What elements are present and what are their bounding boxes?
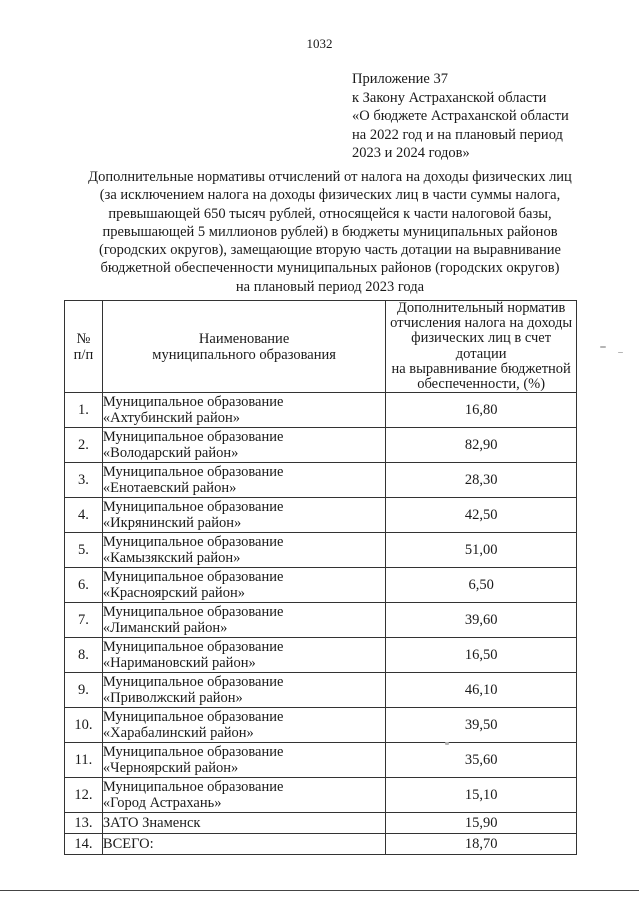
municipality-line: Муниципальное образование (102, 499, 284, 516)
row-norm-value: 28,30 (386, 463, 577, 498)
row-municipality (102, 708, 385, 743)
table-row (65, 743, 577, 778)
municipality-line: Муниципальное образование (102, 534, 284, 551)
table-row (65, 603, 577, 638)
row-number: 6. (65, 568, 103, 603)
table-row (65, 834, 577, 855)
row-municipality (102, 778, 385, 813)
table-row (65, 533, 577, 568)
row-municipality (102, 673, 385, 708)
row-norm-value: 16,50 (386, 638, 577, 673)
row-municipality (102, 813, 385, 834)
row-municipality (102, 834, 385, 855)
row-municipality (102, 568, 385, 603)
municipality-line: «Ахтубинский район» (102, 410, 240, 427)
row-norm-value: 6,50 (386, 568, 577, 603)
row-norm-value: 35,60 (386, 743, 577, 778)
table-row (65, 428, 577, 463)
appendix-line: «О бюджете Астраханской области (352, 108, 569, 125)
municipality-line: «Приволжский район» (102, 690, 243, 707)
municipality-line: Муниципальное образование (102, 394, 284, 411)
row-municipality (102, 393, 385, 428)
title-line: бюджетной обеспеченности муниципальных районов (городских округов) (100, 260, 560, 277)
municipality-line: ВСЕГО: (102, 836, 154, 853)
table-row (65, 568, 577, 603)
header-number: № п/п (65, 301, 103, 393)
row-municipality (102, 743, 385, 778)
table-row (65, 673, 577, 708)
scan-artifact (618, 352, 623, 353)
appendix-line: к Закону Астраханской области (352, 89, 547, 106)
scan-artifact (445, 742, 449, 745)
municipality-line: Муниципальное образование (102, 674, 284, 691)
row-norm-value: 39,50 (386, 708, 577, 743)
header-municipality: Наименование муниципального образования (102, 301, 385, 393)
municipality-line: Муниципальное образование (102, 464, 284, 481)
row-number: 12. (65, 778, 103, 813)
row-number: 7. (65, 603, 103, 638)
row-number: 8. (65, 638, 103, 673)
row-norm-value: 82,90 (386, 428, 577, 463)
table-row (65, 778, 577, 813)
municipality-line: ЗАТО Знаменск (102, 815, 201, 832)
table-header-row (65, 301, 577, 393)
municipality-line: «Володарский район» (102, 445, 239, 462)
title-line: (городских округов), замещающие вторую часть дотации на выравнивание (99, 242, 561, 259)
municipality-line: «Харабалинский район» (102, 725, 254, 742)
municipality-line: «Лиманский район» (102, 620, 228, 637)
table-row (65, 498, 577, 533)
municipality-line: Муниципальное образование (102, 429, 284, 446)
table-row (65, 813, 577, 834)
row-number: 1. (65, 393, 103, 428)
table-row (65, 463, 577, 498)
row-number: 14. (65, 834, 103, 855)
municipality-line: «Наримановский район» (102, 655, 256, 672)
municipality-line: «Енотаевский район» (102, 480, 237, 497)
table-row (65, 708, 577, 743)
row-norm-value: 46,10 (386, 673, 577, 708)
row-norm-value: 39,60 (386, 603, 577, 638)
row-municipality (102, 533, 385, 568)
municipality-line: «Красноярский район» (102, 585, 245, 602)
title-line: превышающей 5 миллионов рублей) в бюджеты муниципальных районов (102, 223, 558, 240)
row-municipality (102, 603, 385, 638)
scan-artifact (600, 346, 606, 348)
document-title (40, 168, 620, 296)
row-municipality (102, 463, 385, 498)
table-body (65, 393, 577, 855)
row-municipality (102, 638, 385, 673)
appendix-line: на 2022 год и на плановый период (352, 126, 563, 143)
table-row (65, 638, 577, 673)
municipality-line: Муниципальное образование (102, 604, 284, 621)
row-municipality (102, 498, 385, 533)
municipality-line: Муниципальное образование (102, 744, 284, 761)
row-number: 11. (65, 743, 103, 778)
title-line: (за исключением налога на доходы физических лиц в части суммы налога, (99, 187, 561, 204)
page-number: 1032 (306, 36, 333, 51)
municipality-line: «Икрянинский район» (102, 515, 242, 532)
municipality-line: Муниципальное образование (102, 779, 284, 796)
row-number: 9. (65, 673, 103, 708)
row-norm-value: 42,50 (386, 498, 577, 533)
row-number: 5. (65, 533, 103, 568)
row-number: 4. (65, 498, 103, 533)
table-row (65, 393, 577, 428)
municipality-line: «Черноярский район» (102, 760, 239, 777)
row-number: 13. (65, 813, 103, 834)
row-norm-value: 15,90 (386, 813, 577, 834)
municipality-line: Муниципальное образование (102, 569, 284, 586)
appendix-header (352, 70, 612, 163)
appendix-line: Приложение 37 (352, 71, 448, 87)
title-line: превышающей 650 тысяч рублей, относящейся к части налоговой базы, (108, 205, 552, 222)
municipality-line: Муниципальное образование (102, 709, 284, 726)
row-norm-value: 51,00 (386, 533, 577, 568)
row-norm-value: 18,70 (386, 834, 577, 855)
municipality-line: Муниципальное образование (102, 639, 284, 656)
footer-divider (0, 890, 639, 891)
row-number: 10. (65, 708, 103, 743)
row-norm-value: 15,10 (386, 778, 577, 813)
row-number: 3. (65, 463, 103, 498)
row-number: 2. (65, 428, 103, 463)
appendix-line: 2023 и 2024 годов» (352, 145, 470, 162)
row-norm-value: 16,80 (386, 393, 577, 428)
title-line: Дополнительные нормативы отчислений от налога на доходы физических лиц (88, 169, 572, 185)
row-municipality (102, 428, 385, 463)
municipality-line: «Камызякский район» (102, 550, 241, 567)
municipality-line: «Город Астрахань» (102, 795, 222, 812)
title-line: на плановый период 2023 года (235, 278, 425, 295)
norms-table (64, 300, 577, 855)
header-norm-value: Дополнительный норматив отчисления налога на доходы физических лиц в счет дотации на выравнивание бюджетной обеспеченности, (%) (386, 301, 577, 393)
